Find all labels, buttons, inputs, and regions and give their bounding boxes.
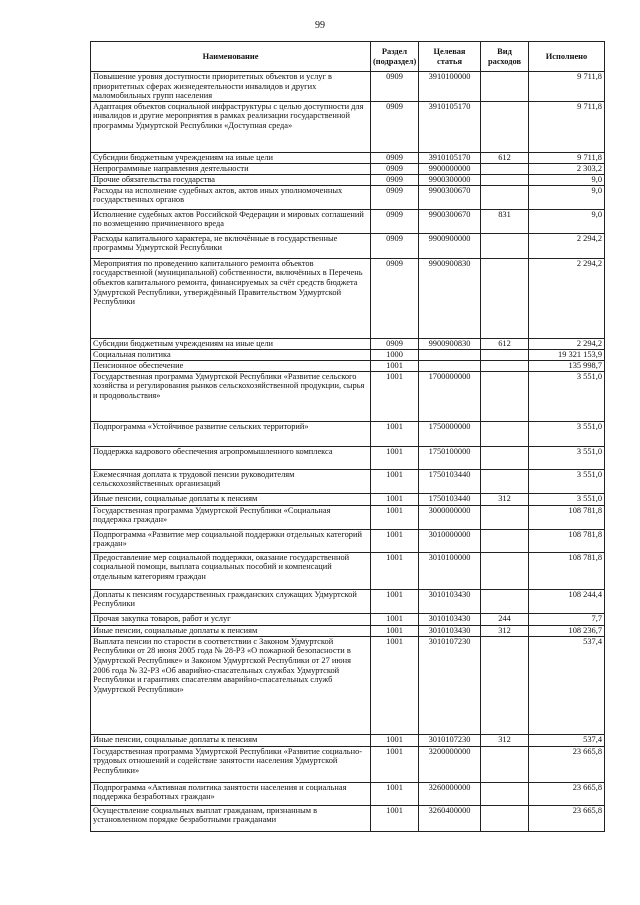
row-amount-cell: 3 551,0 (529, 493, 605, 505)
row-amount-cell: 108 244,4 (529, 589, 605, 613)
row-target-cell: 3260400000 (419, 805, 481, 831)
row-target-cell: 1750103440 (419, 469, 481, 493)
row-expense-cell (481, 185, 529, 209)
row-expense-cell (481, 746, 529, 782)
header-amount: Исполнено (529, 42, 605, 72)
row-name-cell: Адаптация объектов социальной инфраструктуры с целью доступности для инвалидов и другие мероприятия в рамках реализации государственной программы Удмуртской Республики «Доступная среда» (91, 101, 371, 152)
table-row (91, 421, 605, 446)
table-row (91, 746, 605, 782)
row-target-cell: 3010103430 (419, 589, 481, 613)
row-section-cell: 1001 (371, 493, 419, 505)
row-expense-cell (481, 469, 529, 493)
row-target-cell: 3010100000 (419, 552, 481, 589)
row-target-cell: 3000000000 (419, 505, 481, 529)
row-section-cell: 1001 (371, 446, 419, 469)
row-expense-cell: 312 (481, 625, 529, 636)
row-expense-cell: 312 (481, 493, 529, 505)
table-body (91, 72, 605, 832)
table-row (91, 258, 605, 338)
row-name-cell: Расходы капитального характера, не включённые в государственные программы Удмуртской Республики (91, 233, 371, 258)
row-name-cell: Поддержка кадрового обеспечения агропромышленного комплекса (91, 446, 371, 469)
row-name-cell: Осуществление социальных выплат гражданам, признанным в установленном порядке безработными гражданами (91, 805, 371, 831)
row-section-cell: 1001 (371, 371, 419, 421)
row-amount-cell: 537,4 (529, 734, 605, 746)
row-amount-cell: 3 551,0 (529, 421, 605, 446)
row-target-cell: 3010107230 (419, 636, 481, 734)
table-row (91, 163, 605, 174)
row-name-cell: Прочая закупка товаров, работ и услуг (91, 613, 371, 625)
row-target-cell (419, 360, 481, 371)
row-target-cell: 3010103430 (419, 625, 481, 636)
row-expense-cell (481, 552, 529, 589)
header-section: Раздел (подраздел) (371, 42, 419, 72)
row-amount-cell: 537,4 (529, 636, 605, 734)
table-row (91, 552, 605, 589)
row-target-cell: 1700000000 (419, 371, 481, 421)
table-row (91, 349, 605, 360)
row-name-cell: Повышение уровня доступности приоритетных объектов и услуг в приоритетных сферах жизнедеятельности инвалидов и других маломобильных групп населения (91, 72, 371, 102)
row-name-cell: Подпрограмма «Устойчивое развитие сельских территорий» (91, 421, 371, 446)
row-section-cell: 1001 (371, 734, 419, 746)
row-section-cell: 1001 (371, 782, 419, 805)
table-row (91, 233, 605, 258)
row-section-cell: 1001 (371, 421, 419, 446)
header-name: Наименование (91, 42, 371, 72)
row-section-cell: 1001 (371, 625, 419, 636)
row-name-cell: Иные пенсии, социальные доплаты к пенсиям (91, 734, 371, 746)
row-expense-cell (481, 505, 529, 529)
row-name-cell: Предоставление мер социальной поддержки, оказание государственной социальной помощи, выплата социальных пособий и компенсаций отдельным категориям граждан (91, 552, 371, 589)
page-number: 99 (315, 20, 325, 31)
row-target-cell: 3200000000 (419, 746, 481, 782)
row-target-cell (419, 349, 481, 360)
row-amount-cell: 135 998,7 (529, 360, 605, 371)
row-name-cell: Государственная программа Удмуртской Республики «Развитие сельского хозяйства и регулирования рынков сельскохозяйственной продукции, сырья и продовольствия» (91, 371, 371, 421)
row-expense-cell (481, 233, 529, 258)
header-target: Целевая статья (419, 42, 481, 72)
row-amount-cell: 2 294,2 (529, 233, 605, 258)
row-amount-cell: 9 711,8 (529, 72, 605, 102)
row-name-cell: Непрограммные направления деятельности (91, 163, 371, 174)
row-expense-cell (481, 360, 529, 371)
row-name-cell: Доплаты к пенсиям государственных гражданских служащих Удмуртской Республики (91, 589, 371, 613)
table-row (91, 209, 605, 233)
row-target-cell: 9900300670 (419, 209, 481, 233)
row-expense-cell: 831 (481, 209, 529, 233)
budget-table (90, 41, 605, 832)
row-name-cell: Подпрограмма «Активная политика занятости населения и социальная поддержка безработных граждан» (91, 782, 371, 805)
row-name-cell: Субсидии бюджетным учреждениям на иные цели (91, 152, 371, 163)
table-row (91, 529, 605, 552)
row-section-cell: 1001 (371, 505, 419, 529)
row-amount-cell: 23 665,8 (529, 746, 605, 782)
row-section-cell: 0909 (371, 185, 419, 209)
row-section-cell: 1000 (371, 349, 419, 360)
row-expense-cell: 312 (481, 734, 529, 746)
row-expense-cell: 612 (481, 152, 529, 163)
table-row (91, 782, 605, 805)
row-section-cell: 0909 (371, 72, 419, 102)
row-name-cell: Исполнение судебных актов Российской Федерации и мировых соглашений по возмещению причиненного вреда (91, 209, 371, 233)
table-row (91, 185, 605, 209)
row-section-cell: 1001 (371, 805, 419, 831)
row-target-cell: 9900000000 (419, 163, 481, 174)
table-row (91, 636, 605, 734)
row-target-cell: 3910105170 (419, 152, 481, 163)
row-target-cell: 3010107230 (419, 734, 481, 746)
row-amount-cell: 108 781,8 (529, 505, 605, 529)
row-section-cell: 0909 (371, 233, 419, 258)
row-name-cell: Выплата пенсии по старости в соответствии с Законом Удмуртской Республики от 28 июня 2005 года № 28-РЗ «О пожарной безопасности в Удмуртской Республике» и Законом Удмуртской Республики от 27 июня 2006 года № 32-РЗ «Об аварийно-спасательных службах Удмуртской Республики и гарантиях спасателям аварийно-спасательных служб Удмуртской Республики» (91, 636, 371, 734)
row-section-cell: 1001 (371, 613, 419, 625)
row-section-cell: 0909 (371, 338, 419, 349)
row-target-cell: 1750103440 (419, 493, 481, 505)
row-section-cell: 0909 (371, 163, 419, 174)
row-amount-cell: 3 551,0 (529, 371, 605, 421)
row-name-cell: Мероприятия по проведению капитального ремонта объектов государственной (муниципальной) собственности, включённых в Перечень объектов капитального ремонта, финансируемых за счёт средств бюджета Удмуртской Республики, утверждённый Правительством Удмуртской Республики (91, 258, 371, 338)
row-target-cell: 1750000000 (419, 421, 481, 446)
row-section-cell: 0909 (371, 209, 419, 233)
row-section-cell: 1001 (371, 636, 419, 734)
row-target-cell: 9900300670 (419, 185, 481, 209)
table-row (91, 625, 605, 636)
table-row (91, 338, 605, 349)
table-row (91, 174, 605, 185)
row-amount-cell: 19 321 153,9 (529, 349, 605, 360)
row-amount-cell: 108 236,7 (529, 625, 605, 636)
row-amount-cell: 2 294,2 (529, 258, 605, 338)
row-expense-cell (481, 805, 529, 831)
row-amount-cell: 3 551,0 (529, 446, 605, 469)
row-section-cell: 0909 (371, 174, 419, 185)
table-row (91, 446, 605, 469)
row-target-cell: 3260000000 (419, 782, 481, 805)
row-amount-cell: 108 781,8 (529, 529, 605, 552)
header-expense: Вид расходов (481, 42, 529, 72)
row-expense-cell (481, 72, 529, 102)
row-expense-cell (481, 589, 529, 613)
row-expense-cell (481, 371, 529, 421)
table-row (91, 469, 605, 493)
row-target-cell: 3010103430 (419, 613, 481, 625)
row-target-cell: 9900900830 (419, 258, 481, 338)
row-amount-cell: 7,7 (529, 613, 605, 625)
row-amount-cell: 108 781,8 (529, 552, 605, 589)
row-expense-cell (481, 349, 529, 360)
row-amount-cell: 23 665,8 (529, 782, 605, 805)
row-expense-cell (481, 782, 529, 805)
row-expense-cell (481, 529, 529, 552)
row-expense-cell: 244 (481, 613, 529, 625)
row-name-cell: Расходы на исполнение судебных актов, актов иных уполномоченных государственных органов (91, 185, 371, 209)
table-row (91, 371, 605, 421)
row-section-cell: 1001 (371, 589, 419, 613)
table-row (91, 805, 605, 831)
row-amount-cell: 9 711,8 (529, 101, 605, 152)
table-row (91, 589, 605, 613)
row-name-cell: Иные пенсии, социальные доплаты к пенсиям (91, 493, 371, 505)
row-target-cell: 9900300000 (419, 174, 481, 185)
row-name-cell: Социальная политика (91, 349, 371, 360)
table-row (91, 613, 605, 625)
row-amount-cell: 9,0 (529, 174, 605, 185)
row-section-cell: 1001 (371, 529, 419, 552)
row-amount-cell: 2 294,2 (529, 338, 605, 349)
row-amount-cell: 9,0 (529, 209, 605, 233)
row-expense-cell (481, 421, 529, 446)
row-section-cell: 1001 (371, 552, 419, 589)
table-row (91, 493, 605, 505)
row-expense-cell (481, 258, 529, 338)
table-header-row (91, 42, 605, 72)
table-row (91, 72, 605, 102)
row-target-cell: 9900900830 (419, 338, 481, 349)
row-target-cell: 9900900000 (419, 233, 481, 258)
row-expense-cell: 612 (481, 338, 529, 349)
row-expense-cell (481, 446, 529, 469)
row-name-cell: Государственная программа Удмуртской Республики «Социальная поддержка граждан» (91, 505, 371, 529)
row-target-cell: 3910105170 (419, 101, 481, 152)
table-row (91, 152, 605, 163)
row-amount-cell: 2 303,2 (529, 163, 605, 174)
row-expense-cell (481, 636, 529, 734)
row-name-cell: Подпрограмма «Развитие мер социальной поддержки отдельных категорий граждан» (91, 529, 371, 552)
row-section-cell: 0909 (371, 152, 419, 163)
row-name-cell: Прочие обязательства государства (91, 174, 371, 185)
row-target-cell: 1750100000 (419, 446, 481, 469)
row-name-cell: Пенсионное обеспечение (91, 360, 371, 371)
row-expense-cell (481, 174, 529, 185)
table-row (91, 101, 605, 152)
row-amount-cell: 9 711,8 (529, 152, 605, 163)
row-section-cell: 1001 (371, 469, 419, 493)
row-target-cell: 3010000000 (419, 529, 481, 552)
row-name-cell: Субсидии бюджетным учреждениям на иные цели (91, 338, 371, 349)
row-amount-cell: 3 551,0 (529, 469, 605, 493)
row-name-cell: Иные пенсии, социальные доплаты к пенсиям (91, 625, 371, 636)
row-section-cell: 0909 (371, 101, 419, 152)
row-section-cell: 1001 (371, 746, 419, 782)
row-name-cell: Ежемесячная доплата к трудовой пенсии руководителям сельскохозяйственных организаций (91, 469, 371, 493)
row-name-cell: Государственная программа Удмуртской Республики «Развитие социально-трудовых отношений и содействие занятости населения Удмуртской Республики» (91, 746, 371, 782)
row-section-cell: 0909 (371, 258, 419, 338)
row-amount-cell: 23 665,8 (529, 805, 605, 831)
table-row (91, 734, 605, 746)
row-target-cell: 3910100000 (419, 72, 481, 102)
row-expense-cell (481, 101, 529, 152)
table-row (91, 505, 605, 529)
table-row (91, 360, 605, 371)
row-amount-cell: 9,0 (529, 185, 605, 209)
row-section-cell: 1001 (371, 360, 419, 371)
row-expense-cell (481, 163, 529, 174)
